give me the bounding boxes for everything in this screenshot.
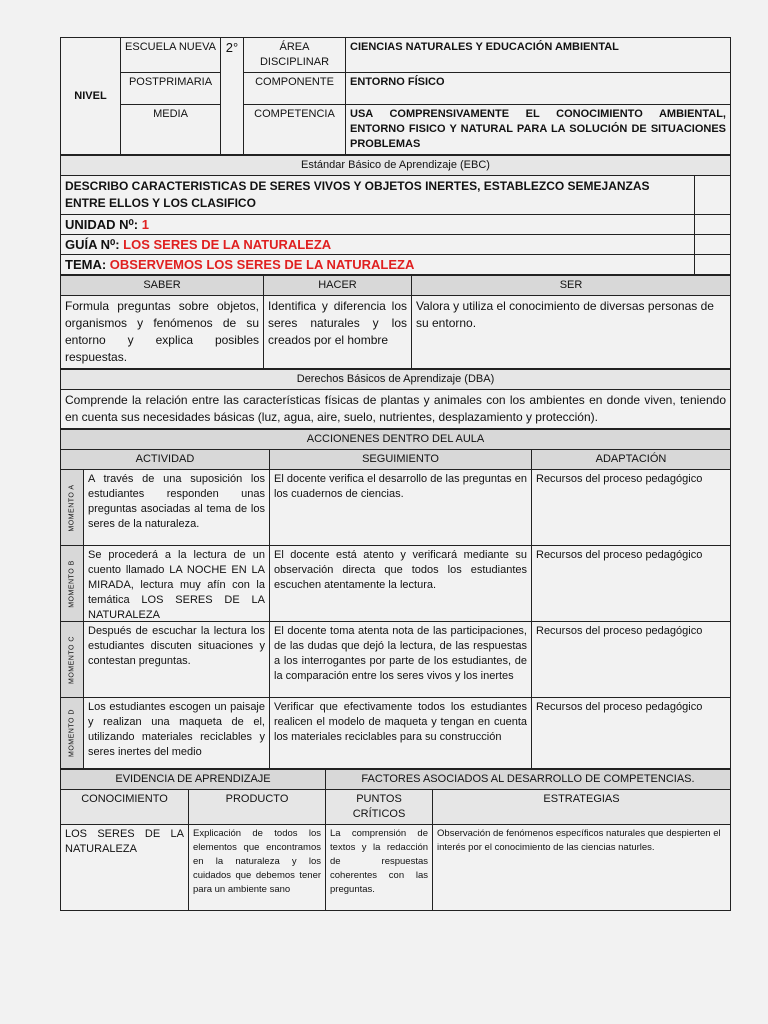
activity-cell: Los estudiantes escogen un paisaje y realizan una maqueta de el, utilizando materiales reciclables y seres inertes del medio (84, 698, 270, 769)
guia-value: LOS SERES DE LA NATURALEZA (123, 237, 332, 252)
col-estrategias: ESTRATEGIAS (433, 790, 731, 825)
seguimiento-cell: El docente está atento y verificará mediante su observación directa que todos los estudiantes escuchen atentamente la lectura. (270, 546, 532, 622)
area-label: ÁREA DISCIPLINAR (244, 38, 346, 73)
conocimiento-text: LOS SERES DE LA NATURALEZA (61, 825, 189, 911)
seguimiento-cell: Verificar que efectivamente todos los estudiantes realicen el modelo de maqueta y tengan en cuenta los materiales reciclables para su construcción (270, 698, 532, 769)
saber-title: SABER (61, 276, 264, 296)
media-label: MEDIA (121, 105, 221, 155)
unidad-value: 1 (141, 217, 149, 232)
table-row (61, 698, 731, 769)
hacer-title: HACER (264, 276, 412, 296)
adaptacion-cell: Recursos del proceso pedagógico (532, 546, 731, 622)
col-conocimiento: CONOCIMIENTO (61, 790, 189, 825)
ser-title: SER (412, 276, 731, 296)
saber-hacer-ser-table (60, 275, 731, 369)
tema-label: TEMA: (65, 257, 110, 272)
dba-title: Derechos Básicos de Aprendizaje (DBA) (61, 370, 731, 390)
table-row (61, 546, 731, 622)
seguimiento-cell: El docente toma atenta nota de las participaciones, de las dudas que dejó la lectura, de las respuestas a los interrogantes por parte de los estudiantes, de la comparación entre los seres vivos y los inertes (270, 622, 532, 698)
dba-table (60, 369, 731, 429)
unidad-label: UNIDAD N⁰: (65, 217, 142, 232)
tema-empty-cell (695, 255, 731, 275)
tema-row (61, 255, 695, 275)
col-adaptacion: ADAPTACIÓN (532, 450, 731, 470)
col-actividad: ACTIVIDAD (61, 450, 270, 470)
activity-cell: Se procederá a la lectura de un cuento llamado LA NOCHE EN LA MIRADA, lectura muy afín con la temática LOS SERES DE LA NATURALEZA (84, 546, 270, 622)
adaptacion-cell: Recursos del proceso pedagógico (532, 622, 731, 698)
unidad-empty-cell (695, 215, 731, 235)
nivel-label: NIVEL (61, 38, 121, 155)
guia-empty-cell (695, 235, 731, 255)
hacer-text: Identifica y diferencia los seres naturales y los creados por el hombre (264, 296, 412, 369)
dba-text: Comprende la relación entre las características físicas de plantas y animales con los ambientes en donde viven, teniendo en cuenta sus necesidades básicas (luz, agua, aire, suelo, nutrientes, desplazamiento y protección). (61, 390, 731, 429)
area-value: CIENCIAS NATURALES Y EDUCACIÓN AMBIENTAL (346, 38, 731, 73)
grade-value: 2° (221, 38, 244, 155)
table-row (61, 470, 731, 546)
estrategias-text: Observación de fenómenos específicos naturales que despierten el interés por el conocimiento de las ciencias naturles. (433, 825, 731, 911)
moment-label: MOMENTO C (61, 622, 84, 698)
componente-value: ENTORNO FÍSICO (346, 73, 731, 105)
evidencia-title: EVIDENCIA DE APRENDIZAJE (61, 770, 326, 790)
guia-row (61, 235, 695, 255)
lesson-plan-document (60, 37, 731, 911)
header-table (60, 37, 731, 155)
unidad-row (61, 215, 695, 235)
ebc-title: Estándar Básico de Aprendizaje (EBC) (61, 156, 731, 176)
producto-text: Explicación de todos los elementos que encontramos en la naturaleza y los cuidados que debemos tener para un ambiente sano (189, 825, 326, 911)
col-producto: PRODUCTO (189, 790, 326, 825)
activity-cell: A través de una suposición los estudiantes responden unas preguntas asociadas al tema de los seres de la naturaleza. (84, 470, 270, 546)
moment-label: MOMENTO A (61, 470, 84, 546)
saber-text: Formula preguntas sobre objetos, organismos y fenómenos de su entorno y explica posibles respuestas. (61, 296, 264, 369)
acciones-title: ACCIONENES DENTRO DEL AULA (61, 430, 731, 450)
adaptacion-cell: Recursos del proceso pedagógico (532, 698, 731, 769)
tema-value: OBSERVEMOS LOS SERES DE LA NATURALEZA (109, 257, 415, 272)
guia-label: GUÍA N⁰: (65, 237, 124, 252)
moment-label: MOMENTO B (61, 546, 84, 622)
evidencia-table (60, 769, 731, 911)
competencia-value: USA COMPRENSIVAMENTE EL CONOCIMIENTO AMBIENTAL, ENTORNO FISICO Y NATURAL PARA LA SOLUCIÓN DE SITUACIONES PROBLEMAS (346, 105, 731, 155)
ebc-text: DESCRIBO CARACTERISTICAS DE SERES VIVOS Y OBJETOS INERTES, ESTABLEZCO SEMEJANZAS ENTRE ELLOS Y LOS CLASIFICO (61, 176, 695, 215)
seguimiento-cell: El docente verifica el desarrollo de las preguntas en los cuadernos de ciencias. (270, 470, 532, 546)
escuela-nueva-label: ESCUELA NUEVA (121, 38, 221, 73)
ebc-empty-cell (695, 176, 731, 215)
acciones-table (60, 429, 731, 769)
postprimaria-label: POSTPRIMARIA (121, 73, 221, 105)
moment-label: MOMENTO D (61, 698, 84, 769)
adaptacion-cell: Recursos del proceso pedagógico (532, 470, 731, 546)
componente-label: COMPONENTE (244, 73, 346, 105)
competencia-label: COMPETENCIA (244, 105, 346, 155)
activity-cell: Después de escuchar la lectura los estudiantes discuten situaciones y contestan preguntas. (84, 622, 270, 698)
table-row (61, 622, 731, 698)
factores-title: FACTORES ASOCIADOS AL DESARROLLO DE COMPETENCIAS. (326, 770, 731, 790)
ebc-table (60, 155, 731, 275)
puntos-criticos-text: La comprensión de textos y la redacción de respuestas coherentes con las preguntas. (326, 825, 433, 911)
ser-text: Valora y utiliza el conocimiento de diversas personas de su entorno. (412, 296, 731, 369)
col-seguimiento: SEGUIMIENTO (270, 450, 532, 470)
col-puntos-criticos: PUNTOS CRÍTICOS (326, 790, 433, 825)
